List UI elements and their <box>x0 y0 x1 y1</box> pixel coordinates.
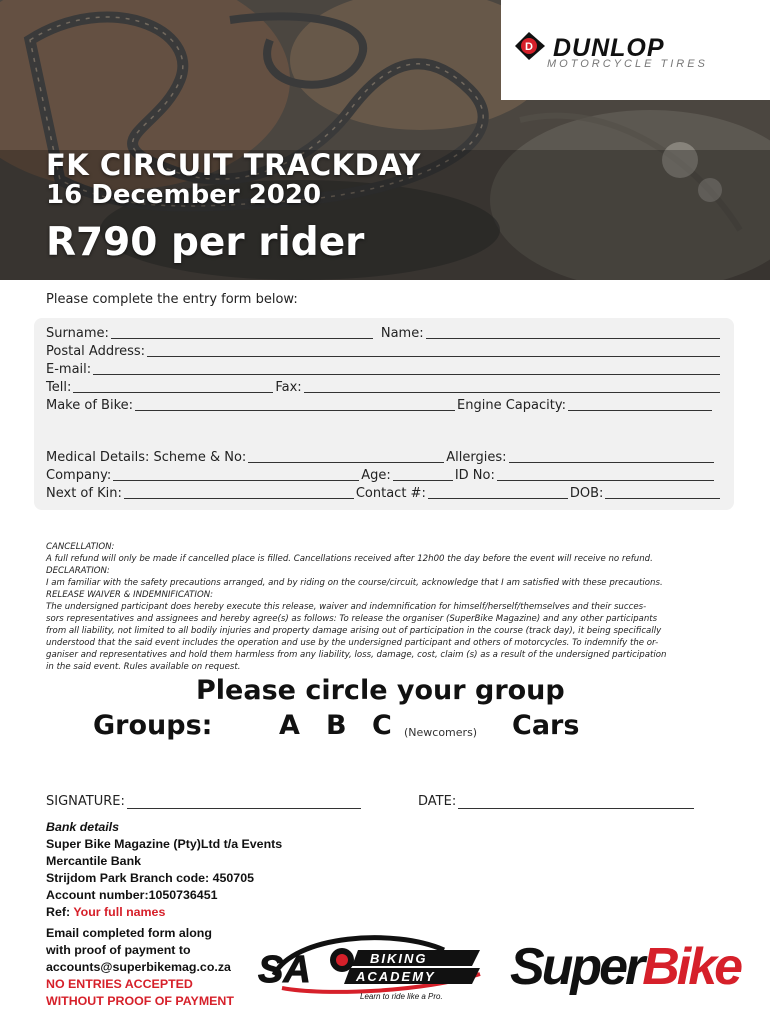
form-row-email <box>46 362 722 377</box>
sa-tagline: Learn to ride like a Pro. <box>360 992 443 1001</box>
medical-label: Medical Details: Scheme & No: <box>46 450 247 465</box>
bank-name: Mercantile Bank <box>46 854 142 868</box>
hero-banner <box>0 0 770 280</box>
next-of-kin-field[interactable] <box>124 486 354 499</box>
entry-form <box>34 318 734 510</box>
form-row-bike <box>46 398 722 413</box>
waiver-line: sors representatives and assignees and hereby agree(s) as follows: To release the organiser (SuperBike Magazine) and any other participants <box>46 614 658 624</box>
email-field[interactable] <box>93 362 720 375</box>
age-field[interactable] <box>393 468 453 481</box>
dob-field[interactable] <box>605 486 720 499</box>
company-label: Company: <box>46 468 112 483</box>
superbike-logo <box>508 930 744 1000</box>
allergies-label: Allergies: <box>446 450 507 465</box>
reference <box>46 904 282 921</box>
dunlop-d-icon <box>509 30 549 62</box>
dunlop-logo <box>501 0 770 100</box>
email-address-link[interactable]: accounts@superbikemag.co.za <box>46 960 231 974</box>
cancellation-text: A full refund will only be made if cancelled place is filled. Cancellations received after 12h00 the day before the event will receive no refund. <box>46 554 653 564</box>
sa-academy-word: ACADEMY <box>356 969 436 984</box>
group-option-a[interactable]: A <box>279 710 300 741</box>
payment-warning: WITHOUT PROOF OF PAYMENT <box>46 994 234 1008</box>
payment-warning: NO ENTRIES ACCEPTED <box>46 977 193 991</box>
bank-details <box>46 819 282 1010</box>
svg-text:D: D <box>525 41 533 53</box>
account-number: Account number:1050736451 <box>46 888 218 902</box>
form-row-postal <box>46 344 722 359</box>
surname-label: Surname: <box>46 326 109 341</box>
company-field[interactable] <box>113 468 359 481</box>
superbike-bike: Bike <box>642 938 741 996</box>
waiver-line: The undersigned participant does hereby execute this release, waiver and indemnification for himself/herself/themselves and their succes- <box>46 602 647 612</box>
make-of-bike-field[interactable] <box>135 398 455 411</box>
name-field[interactable] <box>426 326 720 339</box>
email-instruction: Email completed form along <box>46 926 212 940</box>
event-date: 16 December 2020 <box>46 180 322 210</box>
group-options <box>0 710 770 744</box>
allergies-field[interactable] <box>509 450 714 463</box>
account-name: Super Bike Magazine (Pty)Ltd t/a Events <box>46 837 283 851</box>
name-label: Name: <box>380 326 424 341</box>
groups-label: Groups: <box>93 710 213 741</box>
waiver-line: ganiser and representatives and hold them harmless from any liability, loss, damage, cost, claim (s) as a result of the undersigned participation <box>46 650 667 660</box>
group-option-c[interactable]: C <box>372 710 392 741</box>
svg-text:SuperBike <box>510 938 742 996</box>
form-row-surname-name <box>46 326 722 341</box>
fax-label: Fax: <box>275 380 302 395</box>
surname-field[interactable] <box>111 326 373 339</box>
signature-field[interactable] <box>127 796 361 809</box>
newcomers-note: (Newcomers) <box>404 726 478 739</box>
medical-field[interactable] <box>248 450 444 463</box>
sa-biking-academy-logo <box>254 930 490 1005</box>
waiver-heading: RELEASE WAIVER & INDEMNIFICATION: <box>46 590 214 600</box>
form-row-next-of-kin <box>46 486 722 501</box>
date-row <box>418 794 694 809</box>
form-row-medical <box>46 450 722 465</box>
group-heading: Please circle your group <box>196 675 565 706</box>
signature-row <box>46 794 361 809</box>
group-option-b[interactable]: B <box>326 710 347 741</box>
postal-address-field[interactable] <box>147 344 720 357</box>
ref-label: Ref: <box>46 905 74 919</box>
make-of-bike-label: Make of Bike: <box>46 398 134 413</box>
dunlop-tagline: MOTORCYCLE TIRES <box>547 58 708 70</box>
bank-heading: Bank details <box>46 820 119 834</box>
form-intro: Please complete the entry form below: <box>46 292 298 307</box>
group-option-cars[interactable]: Cars <box>512 710 580 741</box>
tell-label: Tell: <box>46 380 72 395</box>
declaration-text: I am familiar with the safety precautions arranged, and by riding on the course/circuit, acknowledge that I am satisfied with these precautions. <box>46 578 663 588</box>
form-row-company <box>46 468 722 483</box>
next-of-kin-label: Next of Kin: <box>46 486 122 501</box>
postal-address-label: Postal Address: <box>46 344 146 359</box>
email-label: E-mail: <box>46 362 92 377</box>
engine-capacity-field[interactable] <box>568 398 712 411</box>
contact-label: Contact #: <box>355 486 426 501</box>
tell-field[interactable] <box>73 380 273 393</box>
email-instruction: with proof of payment to <box>46 943 191 957</box>
fax-field[interactable] <box>304 380 720 393</box>
waiver-line: in the said event. Rules available on request. <box>46 662 241 672</box>
event-price: R790 per rider <box>46 220 365 265</box>
age-label: Age: <box>361 468 391 483</box>
signature-label: SIGNATURE: <box>46 794 125 809</box>
legal-terms <box>46 541 726 673</box>
sa-mark: SA <box>258 949 311 991</box>
cancellation-heading: CANCELLATION: <box>46 542 115 552</box>
date-label: DATE: <box>418 794 457 809</box>
engine-capacity-label: Engine Capacity: <box>457 398 566 413</box>
id-no-label: ID No: <box>454 468 495 483</box>
branch-code: Strijdom Park Branch code: 450705 <box>46 871 254 885</box>
waiver-line: from all liability, not limited to all bodily injuries and property damage arising out of participation in the course (track day), it being specifically <box>46 626 662 636</box>
dob-label: DOB: <box>569 486 604 501</box>
declaration-heading: DECLARATION: <box>46 566 110 576</box>
date-field[interactable] <box>458 796 694 809</box>
dunlop-wordmark: DUNLOP <box>553 34 665 62</box>
id-no-field[interactable] <box>497 468 714 481</box>
event-title: FK CIRCUIT TRACKDAY <box>46 148 421 182</box>
waiver-line: understood that the said event includes the operation and use by the undersigned participant and others of motorcycles. To indemnify the or- <box>46 638 659 648</box>
superbike-super: Super <box>510 938 643 996</box>
sa-biking-word: BIKING <box>370 951 428 966</box>
contact-field[interactable] <box>428 486 568 499</box>
ref-value: Your full names <box>73 905 166 919</box>
form-row-tell-fax <box>46 380 722 395</box>
